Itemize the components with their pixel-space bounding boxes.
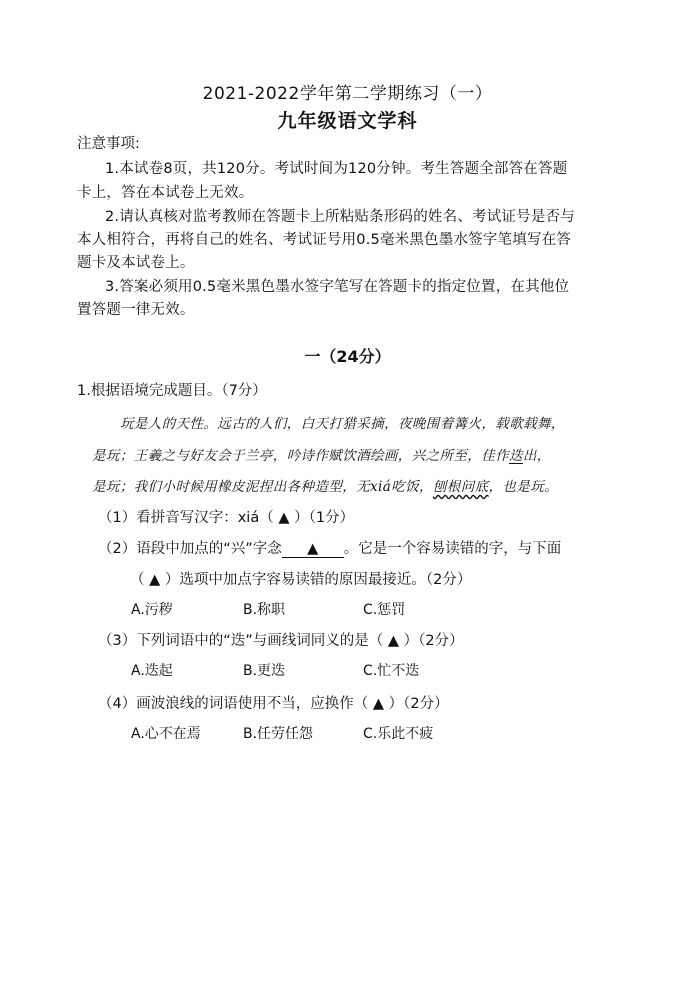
passage-line bbox=[92, 475, 558, 495]
option-b: B.更迭 bbox=[243, 663, 286, 679]
note-line: 置答题一律无效。 bbox=[77, 302, 195, 318]
subquestion-2 bbox=[98, 537, 561, 558]
note-line: 卡上，答在本试卷上无效。 bbox=[77, 185, 254, 201]
underlined-word: 迭 bbox=[509, 448, 523, 464]
answer-blank: ▲ bbox=[282, 541, 344, 558]
subquestion-text: 。它是一个容易读错的字，与下面 bbox=[343, 541, 562, 557]
option-a: A.污秽 bbox=[131, 602, 173, 618]
note-line: 2.请认真核对监考教师在答题卡上所粘贴条形码的姓名、考试证号是否与 bbox=[105, 209, 575, 225]
note-line: 1.本试卷8页，共120分。考试时间为120分钟。考生答题全部答在答题 bbox=[105, 161, 568, 177]
note-line: 本人相符合，再将自己的姓名、考试证号用0.5毫米黑色墨水签字笔填写在答 bbox=[77, 232, 572, 248]
subquestion-2-line2: （ ▲ ）选项中加点字容易读错的原因最接近。（2分） bbox=[130, 572, 472, 588]
note-line: 题卡及本试卷上。 bbox=[77, 255, 195, 271]
subquestion-3: （3）下列词语中的“迭”与画线词同义的是（ ▲ ）（2分） bbox=[98, 633, 464, 649]
passage-text: 是玩；王羲之与好友会于兰亭，吟诗作赋饮酒绘画，兴之所至，佳作 bbox=[92, 448, 509, 464]
option-b: B.称职 bbox=[243, 602, 286, 618]
section-title: 一（24分） bbox=[304, 347, 391, 366]
passage-text: 是玩；我们小时候用橡皮泥捏出各种造型，无xiá吃饭， bbox=[92, 479, 433, 495]
option-c: C.忙不迭 bbox=[363, 663, 420, 679]
passage-line: 玩是人的天性。远古的人们，白天打猎采摘，夜晚围着篝火，载歌载舞， bbox=[120, 416, 565, 432]
option-a: A.心不在焉 bbox=[131, 726, 201, 742]
option-a: A.迭起 bbox=[131, 663, 173, 679]
subquestion-4: （4）画波浪线的词语使用不当，应换作（ ▲ ）（2分） bbox=[98, 696, 449, 712]
wavy-underlined-word: 刨根问底 bbox=[432, 479, 489, 495]
subquestion-1: （1）看拼音写汉字：xiá（ ▲ ）（1分） bbox=[98, 510, 355, 526]
question-stem: 1.根据语境完成题目。（7分） bbox=[77, 383, 267, 399]
passage-text: ，也是玩。 bbox=[488, 479, 558, 495]
notes-heading: 注意事项: bbox=[77, 136, 140, 152]
exam-subtitle: 九年级语文学科 bbox=[277, 110, 418, 132]
exam-title: 2021-2022学年第二学期练习（一） bbox=[202, 84, 493, 104]
passage-line bbox=[92, 444, 551, 464]
option-b: B.任劳任怨 bbox=[243, 726, 314, 742]
option-c: C.乐此不疲 bbox=[363, 726, 434, 742]
subquestion-text: （2）语段中加点的“兴”字念 bbox=[98, 541, 282, 557]
passage-text: 出， bbox=[522, 448, 551, 464]
note-line: 3.答案必须用0.5毫米黑色墨水签字笔写在答题卡的指定位置，在其他位 bbox=[105, 279, 570, 295]
option-c: C.惩罚 bbox=[363, 602, 406, 618]
